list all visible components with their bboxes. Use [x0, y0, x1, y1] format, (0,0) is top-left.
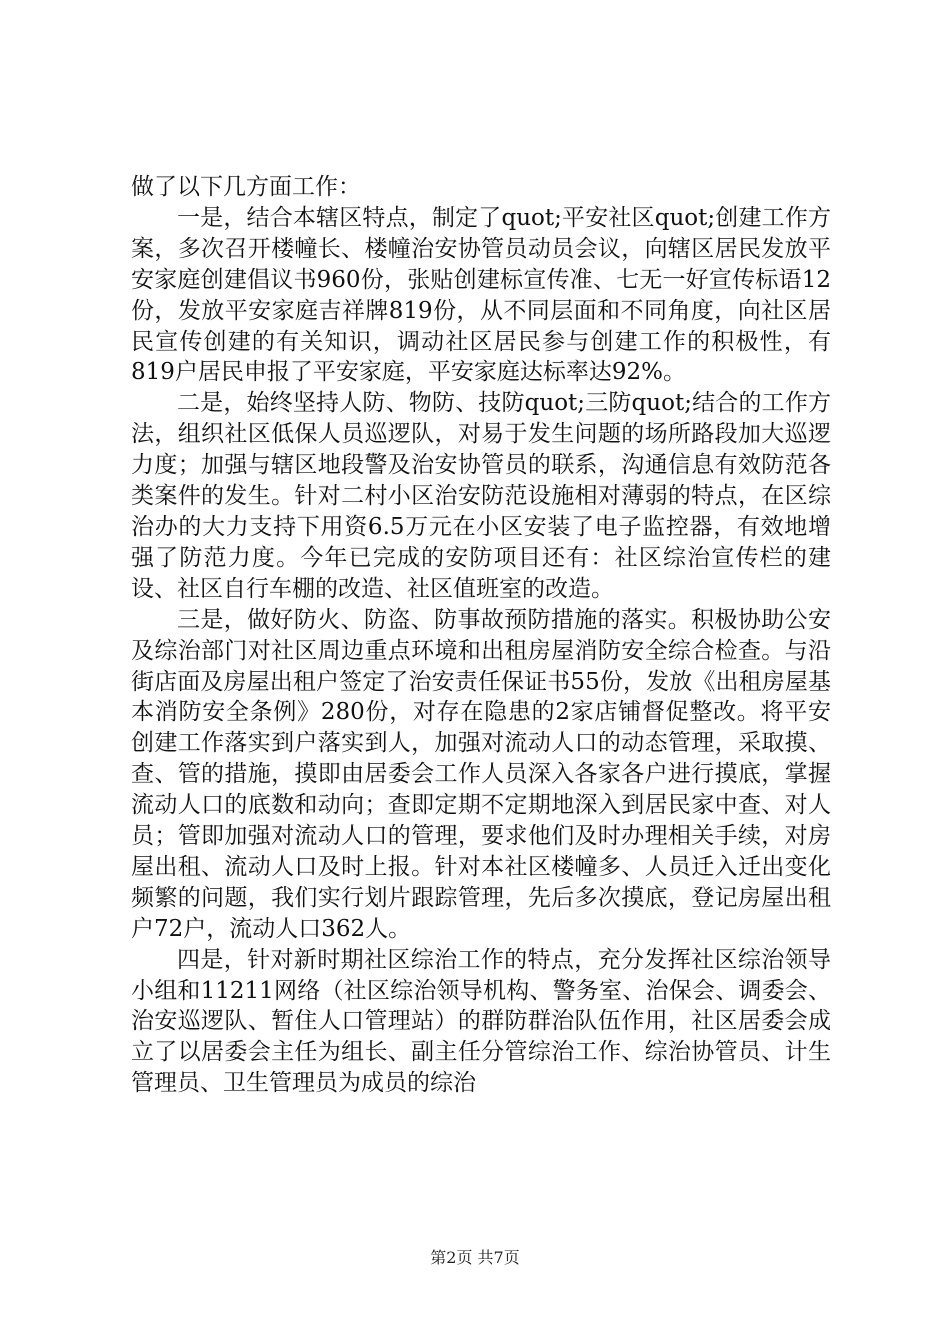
paragraph-continuation: 做了以下几方面工作：: [131, 174, 361, 200]
paragraph-item-three: 三是，做好防火、防盗、防事故预防措施的落实。积极协助公安及综治部门对社区周边重点环境和出租房屋消防安全综合检查。与沿街店面及房屋出租户签定了治安责任保证书55份，发放《出租房屋基本消防安全条例》280份，对存在隐患的2家店铺督促整改。将平安创建工作落实到户落实到人，加强对流动人口的动态管理，采取摸、查、管的措施，摸即由居委会工作人员深入各家各户进行摸底，掌握流动人口的底数和动向；查即定期不定期地深入到居民家中查、对人员；管即加强对流动人口的管理，要求他们及时办理相关手续，对房屋出租、流动人口及时上报。针对本社区楼幢多、人员迁入迁出变化频繁的问题，我们实行划片跟踪管理，先后多次摸底，登记房屋出租户72户，流动人口362人。: [131, 606, 831, 942]
paragraph-item-two: 二是，始终坚持人防、物防、技防quot;三防quot;结合的工作方法，组织社区低保人员巡逻队，对易于发生问题的场所路段加大巡逻力度；加强与辖区地段警及治安协管员的联系，沟通信息有效防范各类案件的发生。针对二村小区治安防范设施相对薄弱的特点，在区综治办的大力支持下用资6.5万元在小区安装了电子监控器，有效地增强了防范力度。今年已完成的安防项目还有：社区综治宣传栏的建设、社区自行车棚的改造、社区值班室的改造。: [131, 390, 831, 602]
page-number-footer: 第2页 共7页: [430, 1248, 520, 1267]
body-text: [131, 172, 831, 1099]
paragraph-item-four: 四是，针对新时期社区综治工作的特点，充分发挥社区综治领导小组和11211网络（社区综治领导机构、警务室、治保会、调委会、治安巡逻队、暂住人口管理站）的群防群治队伍作用，社区居委会成立了以居委会主任为组长、副主任分管综治工作、综治协管员、计生管理员、卫生管理员为成员的综治: [131, 946, 831, 1097]
paragraph-item-one: 一是，结合本辖区特点，制定了quot;平安社区quot;创建工作方案，多次召开楼幢长、楼幢治安协管员动员会议，向辖区居民发放平安家庭创建倡议书960份，张贴创建标宣传准、七无一好宣传标语12份，发放平安家庭吉祥牌819份，从不同层面和不同角度，向社区居民宣传创建的有关知识，调动社区居民参与创建工作的积极性，有819户居民申报了平安家庭，平安家庭达标率达92%。: [131, 204, 831, 386]
